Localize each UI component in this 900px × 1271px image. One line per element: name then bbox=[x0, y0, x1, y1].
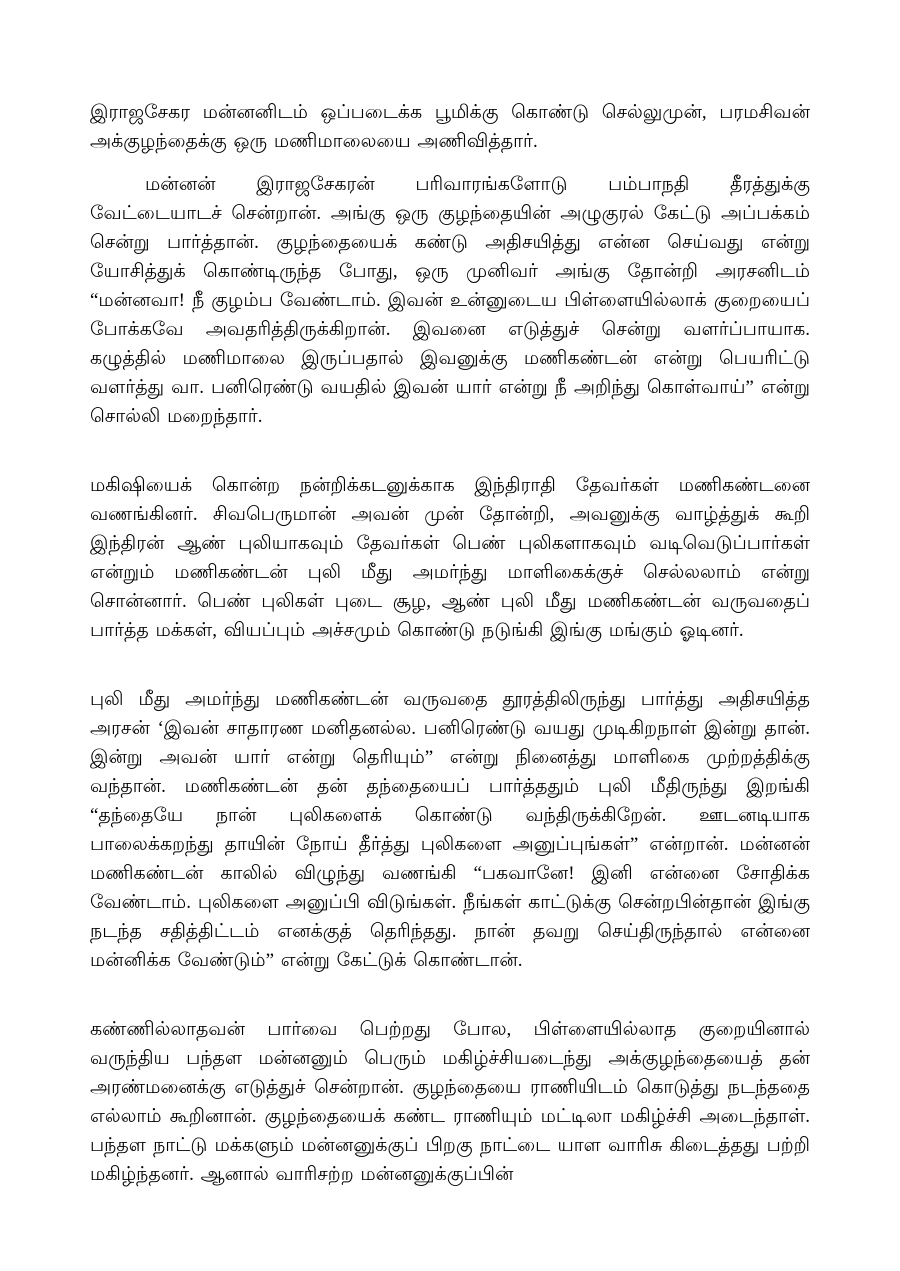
paragraph-3: மகிஷியைக் கொன்ற நன்றிக்கடனுக்காக இந்திராதி தேவர்கள் மணிகண்டனை வணங்கினர். சிவபெருமான் அவன் முன் தோன்றி, அவனுக்கு வாழ்த்துக் கூறி இந்திரன் ஆண் புலியாகவும் தேவர்கள் பெண் புலிகளாகவும் வடிவெடுப்பார்கள் என்றும் மணிகண்டன் புலி மீது அமர்ந்து மாளிகைக்குச் செல்லலாம் என்று சொன்னார். பெண் புலிகள் புடை சூழ, ஆண் புலி மீது மணிகண்டன் வருவதைப் பார்த்த மக்கள், வியப்பும் அச்சமும் கொண்டு நடுங்கி இங்கு மங்கும் ஓடினர். bbox=[90, 475, 810, 641]
document-text-block bbox=[90, 98, 810, 1189]
paragraph-1: இராஜசேகர மன்னனிடம் ஒப்படைக்க பூமிக்கு கொண்டு செல்லுமுன், பரமசிவன் அக்குழந்தைக்கு ஒரு மணிமாலையை அணிவித்தார். bbox=[90, 102, 810, 152]
paragraph-4: புலி மீது அமர்ந்து மணிகண்டன் வருவதை தூரத்திலிருந்து பார்த்து அதிசயித்த அரசன் ‘இவன் சாதாரண மனிதனல்ல. பனிரெண்டு வயது முடிகிறநாள் இன்று தான். இன்று அவன் யார் என்று தெரியும்” என்று நினைத்து மாளிகை முற்றத்திக்கு வந்தான். மணிகண்டன் தன் தந்தையைப் பார்த்ததும் புலி மீதிருந்து இறங்கி “தந்தையே நான் புலிகளைக் கொண்டு வந்திருக்கிறேன். ஊடனடியாக பாலைக்கறந்து தாயின் நோய் தீர்த்து புலிகளை அனுப்புங்கள்” என்றான். மன்னன் மணிகண்டன் காலில் விழுந்து வணங்கி “பகவானே! இனி என்னை சோதிக்க வேண்டாம். புலிகளை அனுப்பி விடுங்கள். நீங்கள் காட்டுக்கு சென்றபின்தான் இங்கு நடந்த சதித்திட்டம் எனக்குத் தெரிந்தது. நான் தவறு செய்திருந்தால் என்னை மன்னிக்க வேண்டும்” என்று கேட்டுக் கொண்டான். bbox=[90, 689, 810, 971]
paragraph-2: மன்னன் இராஜசேகரன் பரிவாரங்களோடு பம்பாநதி தீரத்துக்கு வேட்டையாடச் சென்றான். அங்கு ஒரு குழந்தையின் அழுகுரல் கேட்டு அப்பக்கம் சென்று பார்த்தான். குழந்தையைக் கண்டு அதிசயித்து என்ன செய்வது என்று யோசித்துக் கொண்டிருந்த போது, ஒரு முனிவர் அங்கு தோன்றி அரசனிடம் “மன்னவா! நீ குழம்ப வேண்டாம். இவன் உன்னுடைய பிள்ளையில்லாக் குறையைப் போக்கவே அவதரித்திருக்கிறான். இவனை எடுத்துச் சென்று வளர்ப்பாயாக. கழுத்தில் மணிமாலை இருப்பதால் இவனுக்கு மணிகண்டன் என்று பெயரிட்டு வளர்த்து வா. பனிரெண்டு வயதில் இவன் யார் என்று நீ அறிந்து கொள்வாய்” என்று சொல்லி மறைந்தார். bbox=[90, 174, 810, 427]
paragraph-5: கண்ணில்லாதவன் பார்வை பெற்றது போல, பிள்ளையில்லாத குறையினால் வருந்திய பந்தள மன்னனும் பெரும் மகிழ்ச்சியடைந்து அக்குழந்தையைத் தன் அரண்மனைக்கு எடுத்துச் சென்றான். குழந்தையை ராணியிடம் கொடுத்து நடந்ததை எல்லாம் கூறினான். குழந்தையைக் கண்ட ராணியும் மட்டிலா மகிழ்ச்சி அடைந்தாள். பந்தள நாட்டு மக்களும் மன்னனுக்குப் பிறகு நாட்டை யாள வாரிசு கிடைத்தது பற்றி மகிழ்ந்தனர். ஆனால் வாரிசற்ற மன்னனுக்குப்பின் bbox=[90, 1019, 810, 1185]
